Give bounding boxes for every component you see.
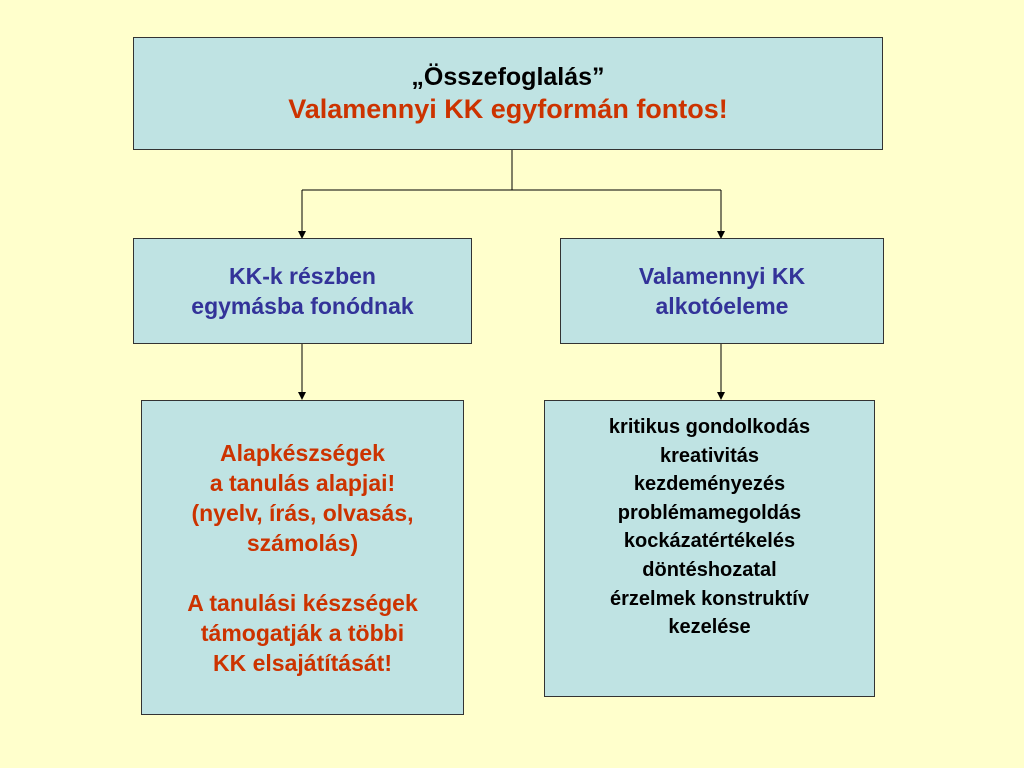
basic-skills-box — [141, 400, 464, 715]
intertwined-line: KK-k részben — [229, 263, 376, 289]
skill-item: kreativitás — [660, 444, 759, 467]
summary-title: „Összefoglalás” — [411, 62, 605, 91]
skill-item: döntéshozatal — [642, 558, 777, 581]
basic-skills-line: a tanulás alapjai! — [209, 469, 396, 496]
learning-skills-line: A tanulási készségek — [187, 589, 418, 616]
basic-skills-line: számolás) — [246, 529, 359, 556]
component-line: alkotóeleme — [655, 293, 789, 319]
skill-item: kritikus gondolkodás — [608, 416, 811, 438]
component-line: Valamennyi KK — [638, 263, 806, 289]
skill-item: kezdeményezés — [633, 473, 786, 496]
intertwined-line: egymásba fonódnak — [191, 293, 414, 319]
basic-skills-line: (nyelv, írás, olvasás, — [191, 499, 414, 526]
skill-item: kezelése — [668, 616, 751, 639]
skill-item: kockázatértékelés — [623, 530, 796, 553]
skill-item: érzelmek konstruktív — [610, 587, 809, 610]
transversal-skills-box — [544, 400, 875, 697]
component-box — [560, 238, 884, 344]
summary-subtitle: Valamennyi KK egyformán fontos! — [288, 93, 728, 124]
learning-skills-line: KK elsajátítását! — [213, 649, 392, 676]
summary-box — [133, 37, 883, 150]
intertwined-box — [133, 238, 472, 344]
learning-skills-line: támogatják a többi — [200, 619, 405, 646]
skill-item: problémamegoldás — [617, 501, 802, 524]
basic-skills-line: Alapkészségek — [220, 439, 385, 466]
